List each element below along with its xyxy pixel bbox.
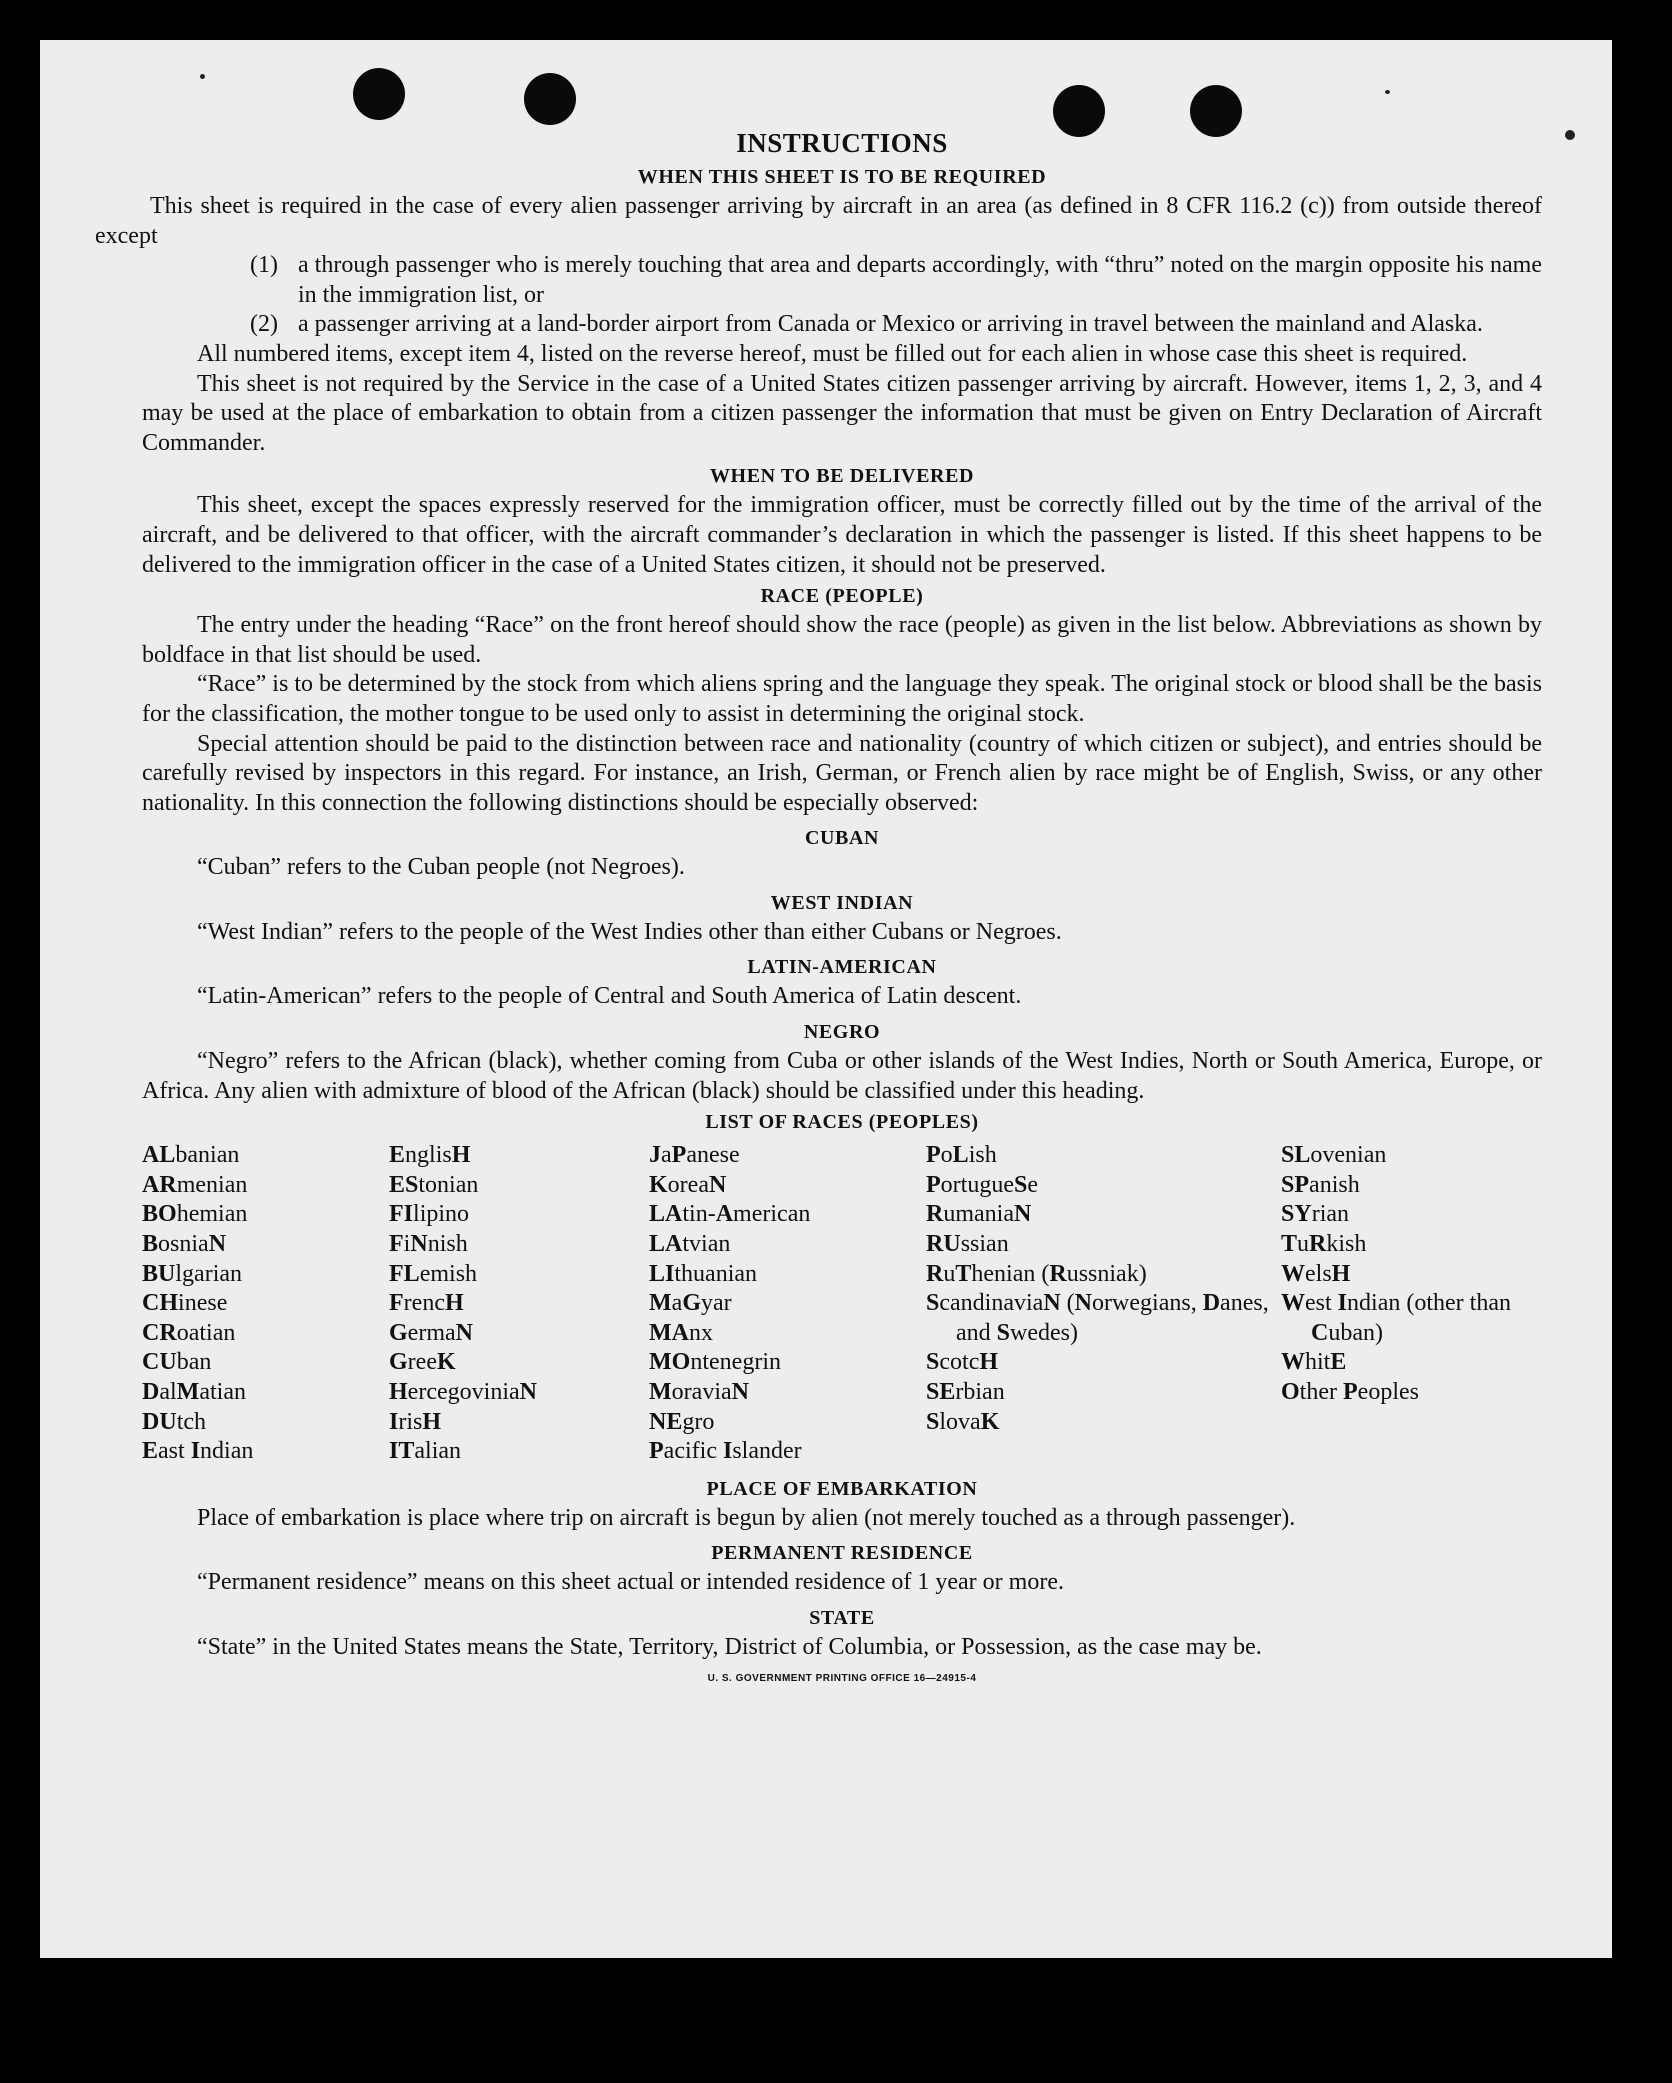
paragraph: This sheet is not required by the Service in the case of a United States citizen passenger arriving by aircraft. However, items 1, 2, 3, and 4 may be used at the place of embarkation to obtain from a citizen passenger the information that must be given on Entry Declaration of Aircraft Commander.	[142, 370, 1542, 456]
paragraph: The entry under the heading “Race” on the front hereof should show the race (people) as given in the list below. Abbreviations as shown by boldface in that list should be used.	[142, 612, 1542, 668]
race-entry: RuThenian (Russniak)	[926, 1260, 1147, 1287]
race-entry: FIlipino	[389, 1201, 470, 1228]
race-entry: CRoatian	[142, 1319, 236, 1346]
printer-imprint: U. S. GOVERNMENT PRINTING OFFICE 16—24915-4	[707, 1672, 977, 1684]
paragraph: “West Indian” refers to the people of the West Indies other than either Cubans or Negroes.	[197, 918, 1062, 945]
race-entry: MOntenegrin	[649, 1349, 781, 1376]
section-heading-residence: PERMANENT RESIDENCE	[711, 1542, 973, 1565]
races-column	[926, 1141, 1281, 1467]
races-list	[142, 1141, 1542, 1467]
race-entry: RumaniaN	[926, 1201, 1032, 1228]
race-entry: East Indian	[142, 1438, 254, 1465]
race-entry: MaGyar	[649, 1290, 732, 1317]
section-heading-required: WHEN THIS SHEET IS TO BE REQUIRED	[637, 166, 1047, 188]
race-entry: GreeK	[389, 1349, 456, 1376]
paragraph: “State” in the United States means the State, Territory, District of Columbia, or Possession, as the case may be.	[197, 1633, 1262, 1660]
item-text: a through passenger who is merely touching that area and departs accordingly, with “thru” noted on the margin opposite his name in the immigration list, or	[298, 252, 1542, 308]
race-entry: SPanish	[1281, 1171, 1360, 1198]
race-entry: SLovenian	[1281, 1142, 1387, 1169]
section-heading-west-indian: WEST INDIAN	[770, 891, 914, 914]
races-column	[389, 1141, 649, 1467]
race-entry: ScandinaviaN (Norwegians, Danes, and Swedes)	[926, 1290, 1269, 1346]
race-entry: TuRkish	[1281, 1231, 1367, 1258]
race-entry: GermaN	[389, 1319, 473, 1346]
race-entry: BOhemian	[142, 1201, 248, 1228]
race-entry: PoLish	[926, 1142, 997, 1169]
race-entry: HercegoviniaN	[389, 1379, 537, 1405]
race-entry: EStonian	[389, 1171, 479, 1198]
list-item	[142, 310, 1542, 340]
speck	[200, 74, 205, 79]
section-heading-latin-american: LATIN-AMERICAN	[747, 956, 937, 979]
race-entry: WelsH	[1281, 1260, 1351, 1287]
races-column	[1281, 1141, 1536, 1467]
paragraph: “Latin-American” refers to the people of Central and South America of Latin descent.	[197, 983, 1022, 1010]
race-entry: CUban	[142, 1349, 212, 1376]
race-entry: West Indian (other than Cuban)	[1281, 1290, 1511, 1346]
paragraph: This sheet is required in the case of every alien passenger arriving by aircraft in an area (as defined in 8 CFR 116.2 (c)) from outside thereof except	[95, 193, 1542, 249]
page-title: INSTRUCTIONS	[736, 128, 948, 158]
section-heading-state: STATE	[809, 1606, 875, 1629]
race-entry: LAtin-American	[649, 1201, 811, 1228]
race-entry: EnglisH	[389, 1142, 471, 1169]
paragraph: All numbered items, except item 4, listed on the reverse hereof, must be filled out for each alien in whose case this sheet is required.	[197, 340, 1468, 367]
race-entry: LAtvian	[649, 1231, 731, 1258]
paragraph: “Cuban” refers to the Cuban people (not Negroes).	[197, 854, 685, 881]
paragraph: Place of embarkation is place where trip on aircraft is begun by alien (not merely touched as a through passenger).	[197, 1504, 1296, 1531]
race-entry: MAnx	[649, 1319, 713, 1346]
race-entry: MoraviaN	[649, 1379, 749, 1405]
section-heading-delivered: WHEN TO BE DELIVERED	[709, 465, 975, 488]
section-heading-embarkation: PLACE OF EMBARKATION	[706, 1477, 978, 1500]
item-number: (1)	[250, 252, 278, 279]
race-entry: ARmenian	[142, 1171, 248, 1198]
race-entry: Other Peoples	[1281, 1379, 1419, 1405]
race-entry: ITalian	[389, 1438, 462, 1465]
race-entry: DalMatian	[142, 1379, 246, 1405]
race-entry: NEgro	[649, 1408, 715, 1435]
race-entry: Pacific Islander	[649, 1438, 802, 1465]
race-entry: SYrian	[1281, 1201, 1350, 1228]
race-entry: DUtch	[142, 1408, 207, 1435]
speck	[1385, 90, 1390, 94]
section-heading-cuban: CUBAN	[804, 827, 880, 850]
race-entry: BosniaN	[142, 1231, 227, 1258]
race-entry: LIthuanian	[649, 1260, 758, 1287]
race-entry: KoreaN	[649, 1171, 727, 1198]
race-entry: WhitE	[1281, 1349, 1347, 1376]
speck	[1565, 130, 1575, 140]
paragraph: “Negro” refers to the African (black), whether coming from Cuba or other islands of the West Indies, North or South America, Europe, or Africa. Any alien with admixture of blood of the African (black) should be classified under this heading.	[142, 1048, 1542, 1104]
race-entry: FiNnish	[389, 1231, 468, 1258]
race-entry: PortugueSe	[926, 1171, 1039, 1198]
race-entry: ScotcH	[926, 1349, 999, 1376]
list-item	[142, 251, 1542, 310]
race-entry: JaPanese	[649, 1142, 740, 1169]
race-entry: ALbanian	[142, 1142, 240, 1169]
section-heading-negro: NEGRO	[803, 1021, 881, 1044]
race-entry: FrencH	[389, 1290, 464, 1317]
race-entry: RUssian	[926, 1231, 1009, 1258]
section-heading-list-of-races: LIST OF RACES (PEOPLES)	[705, 1111, 979, 1134]
punch-hole	[524, 73, 576, 125]
races-column	[649, 1141, 926, 1467]
paragraph: This sheet, except the spaces expressly reserved for the immigration officer, must be correctly filled out by the time of the arrival of the aircraft, and be delivered to that officer, with the aircraft commander’s declaration in which the passenger is listed. If this sheet happens to be delivered to the immigration officer in the case of a United States citizen, it should not be preserved.	[142, 492, 1542, 578]
section-heading-race: RACE (PEOPLE)	[760, 585, 924, 608]
item-number: (2)	[250, 311, 278, 338]
document-sheet	[40, 40, 1612, 1958]
race-entry: FLemish	[389, 1260, 478, 1287]
races-column	[142, 1141, 389, 1467]
race-entry: BUlgarian	[142, 1260, 243, 1287]
race-entry: IrisH	[389, 1408, 442, 1435]
instructions-content	[95, 128, 1542, 1684]
race-entry: SlovaK	[926, 1408, 1000, 1435]
paragraph: “Permanent residence” means on this sheet actual or intended residence of 1 year or more.	[197, 1569, 1064, 1596]
race-entry: CHinese	[142, 1290, 228, 1317]
race-entry: SErbian	[926, 1379, 1005, 1405]
punch-hole	[353, 68, 405, 120]
item-text: a passenger arriving at a land-border airport from Canada or Mexico or arriving in travel between the mainland and Alaska.	[298, 311, 1483, 338]
paragraph: Special attention should be paid to the distinction between race and nationality (country of which citizen or subject), and entries should be carefully revised by inspectors in this regard. For instance, an Irish, German, or French alien by race might be of English, Swiss, or any other nationality. In this connection the following distinctions should be especially observed:	[142, 730, 1542, 816]
paragraph: “Race” is to be determined by the stock from which aliens spring and the language they speak. The original stock or blood shall be the basis for the classification, the mother tongue to be used only to assist in determining the original stock.	[142, 671, 1542, 727]
